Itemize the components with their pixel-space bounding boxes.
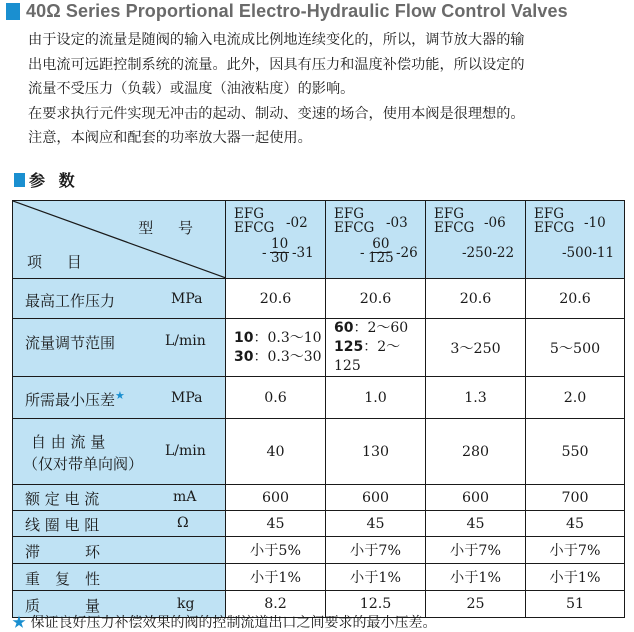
value-cell: 45 [526, 511, 625, 537]
row-label-min-diff [13, 377, 226, 419]
value-cell: 小于7% [326, 537, 426, 564]
value-cell: 小于1% [526, 564, 625, 591]
value-cell: 45 [426, 511, 526, 537]
table-row [13, 319, 625, 377]
value-cell: 280 [426, 419, 526, 485]
model-efcg: EFCG [334, 220, 375, 236]
model-header-02 [226, 201, 326, 279]
param-name: 质 量 [25, 597, 101, 615]
model-efg: EFG [534, 206, 565, 222]
section-marker [14, 173, 25, 187]
table-row [13, 485, 625, 511]
model-tail: -500-11 [562, 245, 615, 261]
model-fraction [368, 237, 394, 265]
value-cell: 2.0 [526, 377, 625, 419]
value-cell: 12.5 [326, 591, 426, 618]
title-marker [6, 3, 20, 20]
value-cell: 550 [526, 419, 625, 485]
model-efcg: EFCG [434, 220, 475, 236]
model-suffix: -03 [386, 215, 408, 231]
value-cell: 25 [426, 591, 526, 618]
range-value: ：0.3～10 [253, 329, 322, 346]
param-unit: MPa [171, 291, 203, 307]
param-name: 最高工作压力 [25, 292, 116, 310]
param-unit: kg [177, 596, 195, 612]
param-name: 额 定 电 流 [25, 490, 100, 508]
value-cell: 40 [226, 419, 326, 485]
row-label-repeatability [13, 564, 226, 591]
row-label-resistance [13, 511, 226, 537]
value-cell: 45 [226, 511, 326, 537]
range-key: 125 [334, 339, 364, 355]
table-row [13, 377, 625, 419]
intro-paragraph [28, 28, 628, 151]
param-name: 流量调节范围 [25, 334, 116, 352]
model-lead: - [360, 245, 365, 261]
value-cell: 600 [226, 485, 326, 511]
value-cell: 3～250 [426, 319, 526, 377]
param-name: 所需最小压差 [25, 391, 116, 409]
value-cell: 1.3 [426, 377, 526, 419]
footnote-text: 保证良好压力补偿效果的阀的控制流道出口之间要求的最小压差。 [30, 615, 437, 631]
table-row [13, 511, 625, 537]
value-cell: 8.2 [226, 591, 326, 618]
star-icon: ★ [12, 615, 26, 631]
value-cell: 0.6 [226, 377, 326, 419]
model-tail: -26 [396, 245, 418, 261]
fraction-num: 10 [271, 236, 289, 252]
value-cell [326, 319, 426, 377]
param-name-note: （仅对带单向阀） [23, 455, 144, 473]
footnote [12, 612, 436, 632]
model-header-03 [326, 201, 426, 279]
value-cell: 20.6 [526, 279, 625, 319]
value-cell [226, 319, 326, 377]
param-name: 线 圈 电 阻 [25, 516, 100, 534]
value-cell: 700 [526, 485, 625, 511]
value-cell: 5～500 [526, 319, 625, 377]
value-cell: 600 [326, 485, 426, 511]
value-cell: 小于1% [226, 564, 326, 591]
model-tail: -250-22 [462, 245, 515, 261]
value-cell: 小于7% [526, 537, 625, 564]
value-cell: 1.0 [326, 377, 426, 419]
title-bar [0, 0, 568, 22]
param-unit: L/min [165, 333, 206, 349]
fraction-den: 30 [271, 250, 289, 266]
section-heading [14, 168, 79, 191]
value-cell: 600 [426, 485, 526, 511]
model-efg: EFG [234, 206, 265, 222]
table-row [13, 564, 625, 591]
range-key: 10 [234, 329, 254, 346]
fraction-num: 60 [372, 236, 390, 252]
row-label-hysteresis [13, 537, 226, 564]
value-cell: 51 [526, 591, 625, 618]
intro-line: 由于设定的流量是随阀的输入电流成比例地连续变化的，所以，调节放大器的输 [28, 32, 525, 48]
header-corner [13, 201, 226, 279]
intro-line: 注意，本阀应和配套的功率放大器一起使用。 [28, 130, 312, 146]
value-cell: 20.6 [226, 279, 326, 319]
param-name: 重 复 性 [25, 570, 101, 588]
model-efg: EFG [334, 206, 365, 222]
param-name-group [25, 389, 125, 410]
model-header-10 [526, 201, 625, 279]
model-lead: - [262, 245, 267, 261]
star-icon: ★ [115, 389, 125, 402]
table-row [13, 537, 625, 564]
table-row [13, 279, 625, 319]
range-value: ：2～60 [353, 320, 409, 336]
fraction-den: 125 [368, 250, 394, 266]
model-suffix: -06 [484, 215, 506, 231]
section-label: 参 数 [29, 171, 79, 190]
range-value: ：2～125 [334, 339, 401, 374]
model-header-06 [426, 201, 526, 279]
header-type-label: 型 号 [138, 219, 203, 237]
value-cell: 小于1% [326, 564, 426, 591]
page-title: 40Ω Series Proportional Electro-Hydraulic Flow Control Valves [26, 0, 568, 21]
intro-line: 出电流可远距控制系统的流量。此外，因具有压力和温度补偿功能，所以设定的 [28, 56, 525, 73]
value-cell: 130 [326, 419, 426, 485]
model-suffix: -02 [286, 215, 308, 231]
value-cell: 小于1% [426, 564, 526, 591]
param-unit: Ω [177, 515, 189, 531]
param-name: 自 由 流 量 [31, 433, 106, 451]
range-key: 30 [234, 348, 254, 365]
range-value: ：0.3～30 [253, 348, 322, 365]
row-label-flow-range [13, 319, 226, 377]
param-unit: mA [173, 489, 197, 505]
row-label-free-flow [13, 419, 226, 485]
param-unit: L/min [165, 443, 206, 459]
table-row [13, 419, 625, 485]
row-label-current [13, 485, 226, 511]
header-row [13, 201, 625, 279]
value-cell: 45 [326, 511, 426, 537]
model-suffix: -10 [584, 215, 606, 231]
header-item-label: 项 目 [27, 253, 92, 271]
range-key: 60 [334, 320, 354, 336]
model-fraction [270, 237, 289, 265]
row-label-pressure [13, 279, 226, 319]
model-efcg: EFCG [234, 220, 275, 236]
model-efg: EFG [434, 206, 465, 222]
param-name: 滞 环 [25, 543, 101, 561]
parameter-table [12, 200, 625, 618]
model-tail: -31 [292, 245, 314, 261]
intro-line: 流量不受压力（负载）或温度（油液粘度）的影响。 [28, 81, 355, 97]
value-cell: 小于7% [426, 537, 526, 564]
value-cell: 20.6 [426, 279, 526, 319]
param-unit: MPa [171, 390, 203, 406]
intro-line: 在要求执行元件实现无冲击的起动、制动、变速的场合，使用本阀是很理想的。 [28, 105, 525, 122]
value-cell: 小于5% [226, 537, 326, 564]
model-efcg: EFCG [534, 220, 575, 236]
value-cell: 20.6 [326, 279, 426, 319]
